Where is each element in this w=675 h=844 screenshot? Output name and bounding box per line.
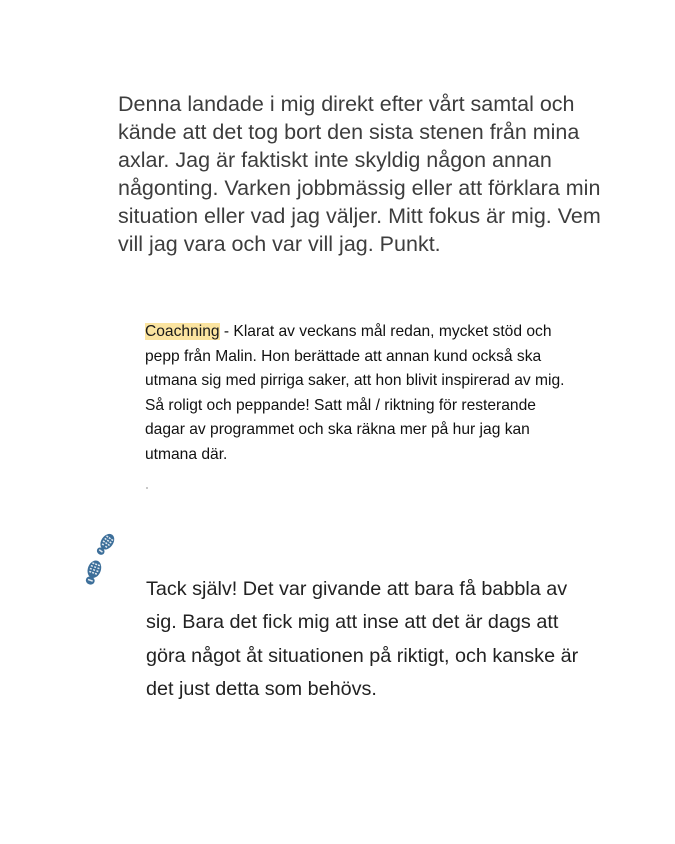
footprint-upper [94,533,117,557]
reflection-paragraph: Denna landade i mig direkt efter vårt samtal och kände att det tog bort den sista stenen från mina axlar. Jag är faktiskt inte skyldig någon annan någonting. Varken jobbmässig eller att förklara min situation eller vad jag väljer. Mitt fokus är mig. Vem vill jag vara och var vill jag. Punkt. [118,92,601,256]
coaching-highlight-label: Coachning [145,323,220,340]
coaching-note-text: - Klarat av veckans mål redan, mycket stöd och pepp från Malin. Hon berättade att annan kund också ska utmana sig med pirriga saker, att hon blivit inspirerad av mig. Så roligt och peppande! Satt mål / riktning för resterande dagar av programmet och ska räkna mer på hur jag kan utmana där. [145,323,565,463]
footprints-icon [80,533,120,591]
coaching-note [145,320,575,467]
reply-paragraph: Tack själv! Det var givande att bara få babbla av sig. Bara det fick mig att inse att det är dags att göra något åt situationen på riktigt, och kanske är det just detta som behövs. [146,578,579,700]
footprint-lower [83,559,104,587]
divider-dot [146,487,148,489]
